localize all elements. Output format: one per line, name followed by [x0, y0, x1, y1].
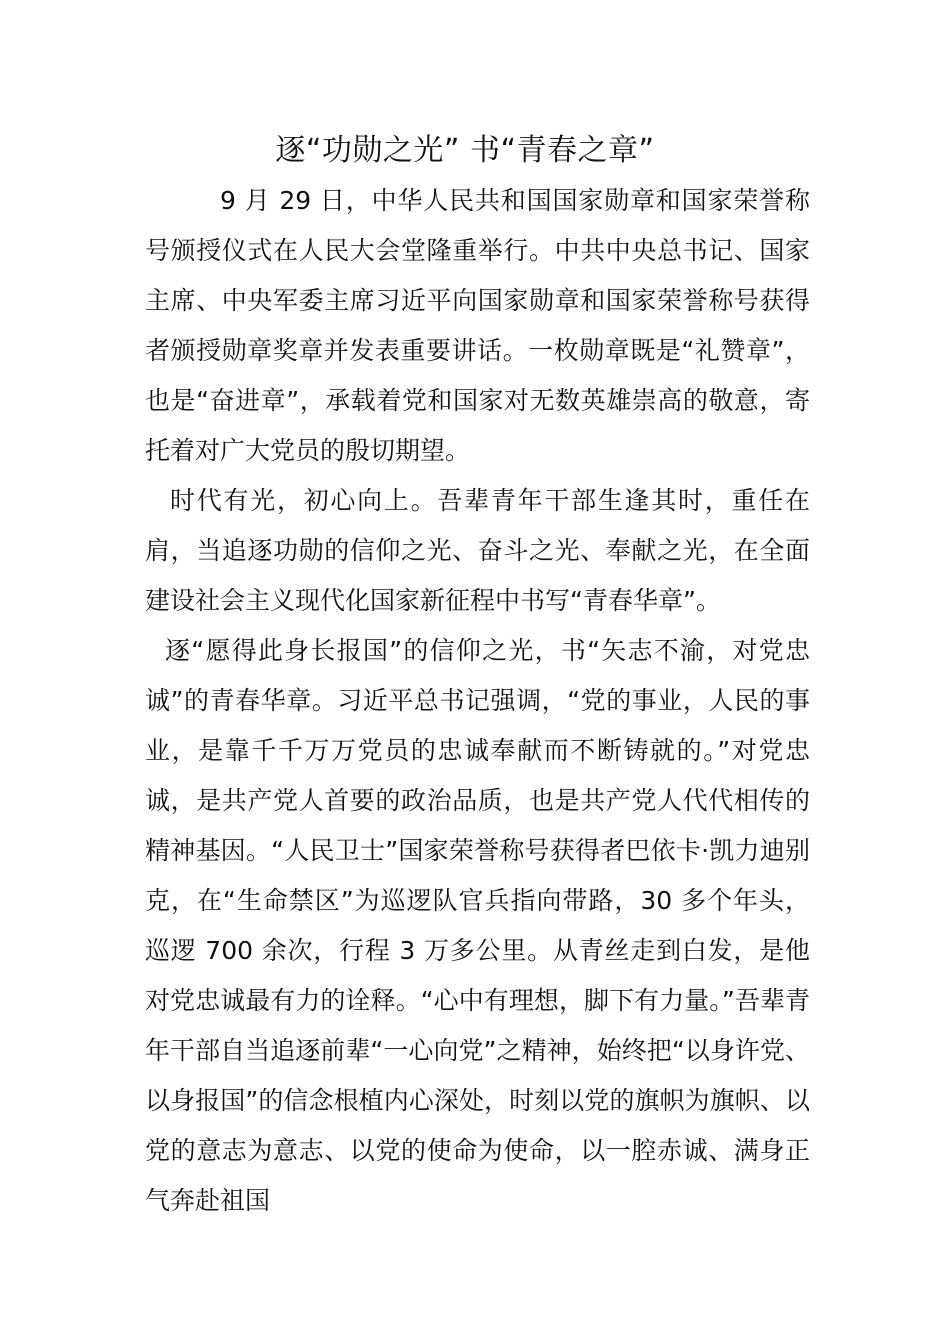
document-body [145, 176, 810, 1226]
paragraph: 逐“愿得此身长报国”的信仰之光，书“矢志不渝，对党忠诚”的青春华章。习近平总书记强调，“党的事业，人民的事业，是靠千千万万党员的忠诚奉献而不断铸就的。”对党忠诚，是共产党人首要的政治品质，也是共产党人代代相传的精神基因。“人民卫士”国家荣誉称号获得者巴依卡·凯力迪别克，在“生命禁区”为巡逻队官兵指向带路，30 多个年头，巡逻 700 余次，行程 3 万多公里。从青丝走到白发，是他对党忠诚最有力的诠释。“心中有理想，脚下有力量。”吾辈青年干部自当追逐前辈“一心向党”之精神，始终把“以身许党、以身报国”的信念根植内心深处，时刻以党的旗帜为旗帜、以党的意志为意志、以党的使命为使命，以一腔赤诚、满身正气奔赴祖国 [145, 636, 810, 1215]
paragraph: 时代有光，初心向上。吾辈青年干部生逢其时，重任在肩，当追逐功勋的信仰之光、奋斗之光、奉献之光，在全面建设社会主义现代化国家新征程中书写“青春华章”。 [145, 486, 810, 615]
document-title: 逐“功勋之光” 书“青春之章” [275, 133, 655, 168]
paragraph: 9 月 29 日，中华人民共和国国家勋章和国家荣誉称号颁授仪式在人民大会堂隆重举行。中共中央总书记、国家主席、中央军委主席习近平向国家勋章和国家荣誉称号获得者颁授勋章奖章并发表重要讲话。一枚勋章既是“礼赞章”，也是“奋进章”，承载着党和国家对无数英雄崇高的敬意，寄托着对广大党员的殷切期望。 [145, 186, 810, 465]
